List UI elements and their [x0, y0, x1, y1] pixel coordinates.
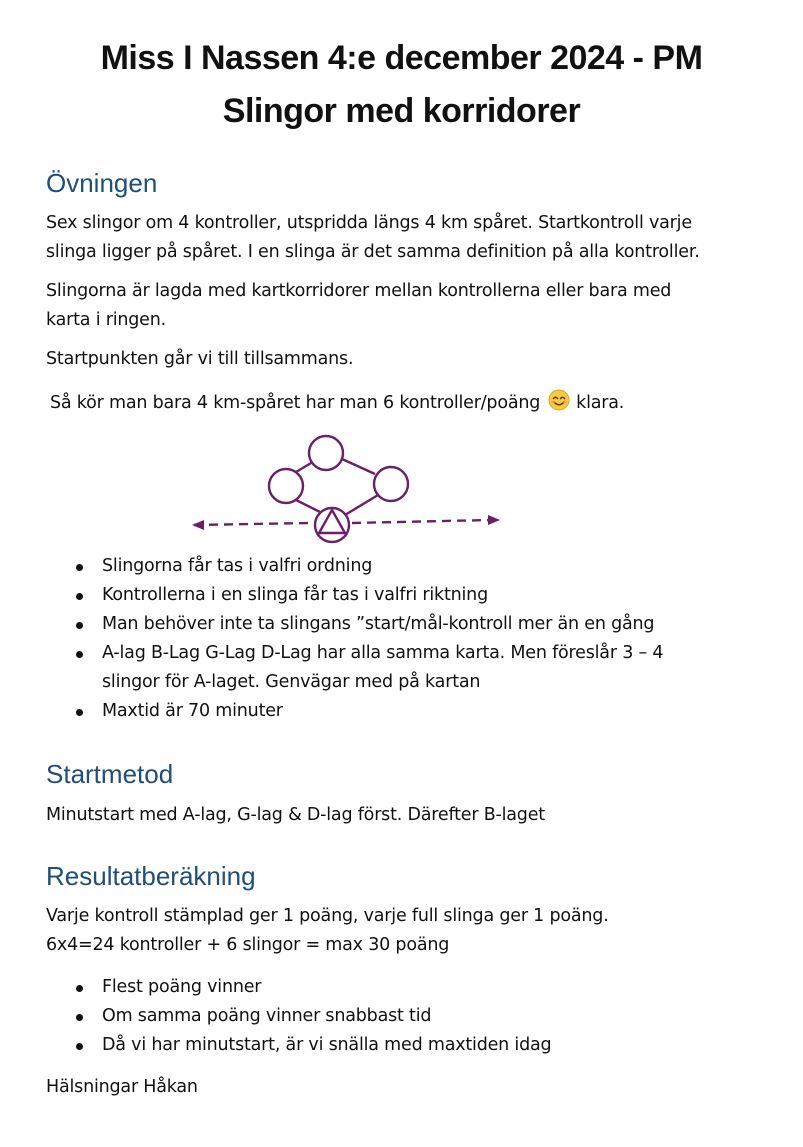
- ovningen-p4-text: Så kör man bara 4 km-spåret har man 6 kontroller/poäng: [50, 393, 541, 413]
- ovningen-p1-line2: slinga ligger på spåret. I en slinga är det samma definition på alla kontroller.: [46, 242, 700, 262]
- resultat-line1: Varje kontroll stämplad ger 1 poäng, varje full slinga ger 1 poäng.: [46, 906, 609, 926]
- ovningen-p2-line2: karta i ringen.: [46, 310, 166, 330]
- smiling-face-emoji-icon: [548, 389, 570, 421]
- start-triangle-icon: [319, 510, 345, 533]
- loop-course-diagram: [190, 432, 505, 547]
- section-heading-startmetod: Startmetod: [46, 759, 174, 789]
- ovningen-bullet-list: [74, 552, 754, 726]
- list-item: Om samma poäng vinner snabbast tid: [74, 1002, 754, 1031]
- leg-line: [296, 463, 311, 472]
- list-item-line1: A-lag B-Lag G-Lag D-Lag har alla samma karta. Men föreslår 3 – 4: [102, 643, 664, 663]
- list-item: Då vi har minutstart, är vi snälla med maxtiden idag: [74, 1031, 754, 1060]
- resultat-bullet-list: [74, 973, 754, 1060]
- list-item: Man behöver inte ta slingans ”start/mål-kontroll mer än en gång: [74, 610, 754, 639]
- section-heading-resultat: Resultatberäkning: [46, 861, 256, 891]
- ovningen-p2-line1: Slingorna är lagda med kartkorridorer mellan kontrollerna eller bara med: [46, 281, 672, 301]
- page-subtitle: Slingor med korridorer: [222, 92, 581, 130]
- control-circle-left: [269, 469, 303, 503]
- ovningen-paragraph-2: [46, 277, 766, 335]
- ovningen-p1-line1: Sex slingor om 4 kontroller, utspridda längs 4 km spåret. Startkontroll varje: [46, 213, 692, 233]
- start-control-circle: [315, 508, 349, 542]
- page-title: Miss I Nassen 4:e december 2024 - PM: [100, 39, 703, 77]
- leg-line: [345, 495, 378, 515]
- control-circle-right: [374, 467, 408, 501]
- signature: Hälsningar Håkan: [46, 1077, 198, 1097]
- ovningen-paragraph-1: [46, 209, 766, 267]
- resultat-line2: 6x4=24 kontroller + 6 slingor = max 30 poäng: [46, 935, 450, 955]
- leg-line: [342, 459, 375, 474]
- list-item: Slingorna får tas i valfri ordning: [74, 552, 754, 581]
- list-item-line2: slingor för A-laget. Genvägar med på kartan: [102, 672, 481, 692]
- startmetod-text: Minutstart med A-lag, G-lag & D-lag först. Därefter B-laget: [46, 805, 545, 825]
- list-item: [74, 639, 754, 697]
- ovningen-p4-text-end: klara.: [576, 393, 625, 413]
- arrow-left-icon: [192, 520, 204, 530]
- control-circle-top: [309, 436, 343, 470]
- leg-line: [296, 500, 320, 512]
- ovningen-paragraph-3: Startpunkten går vi till tillsammans.: [46, 349, 354, 369]
- resultat-paragraph: [46, 902, 766, 960]
- list-item: Flest poäng vinner: [74, 973, 754, 1002]
- corridor-dashed-line-left: [194, 523, 312, 525]
- list-item: Kontrollerna i en slinga får tas i valfri riktning: [74, 581, 754, 610]
- section-heading-ovningen: Övningen: [46, 168, 158, 198]
- arrow-right-icon: [488, 515, 500, 525]
- corridor-dashed-line-right: [352, 520, 490, 523]
- list-item: Maxtid är 70 minuter: [74, 697, 754, 726]
- ovningen-paragraph-4: [50, 389, 770, 421]
